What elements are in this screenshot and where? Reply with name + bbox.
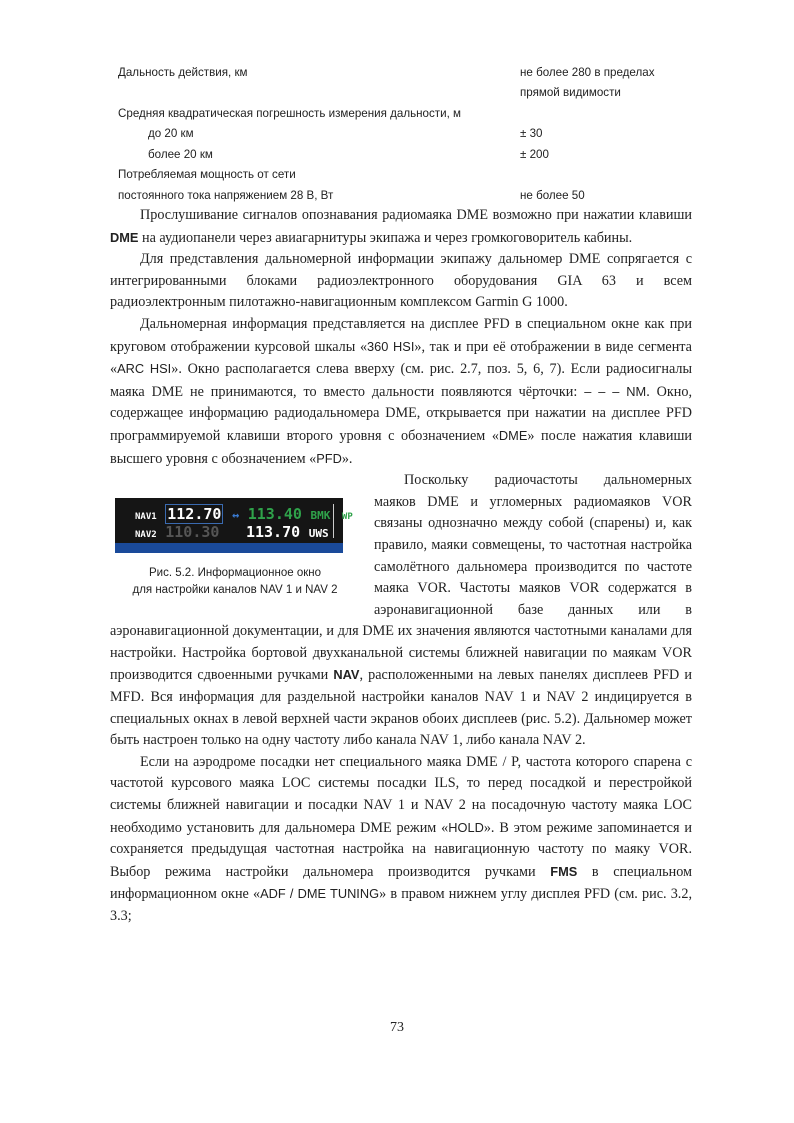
text: » в правом нижнем углу дисплея PFD (см. рис. 3.2, 3.3; (110, 886, 692, 924)
nav1-label: NAV1 (135, 512, 157, 523)
text: . Окно, содержащее информацию радиодальномера DME, открывается при нажатии на дисплее PFD программируемой клавиши второго уровня с обозначением « (110, 383, 693, 444)
caption-line: для настройки каналов NAV 1 и NAV 2 (132, 584, 338, 597)
paragraph: Для представления дальномерной информации экипажу дальномер DME сопрягается с интегрированными блоками радиоэлектронного оборудования GIA 63 и всем радиоэлектронным пилотажно-навигационным комплексом Garmin G 1000. (110, 251, 692, 311)
spec-row (118, 144, 698, 165)
nav1-id: BMK (310, 509, 331, 523)
nav1-standby-freq: 113.40 (247, 505, 302, 524)
text: ». В этом режиме запоминается и сохраняется предыдущая частотная настройка на навигационную частоту по маяку VOR. Выбор режима настройки дальномера производится ручками (110, 819, 692, 880)
caption-line: Рис. 5.2. Информационное окно (148, 567, 322, 580)
text: HOLD (448, 819, 484, 835)
nav2-id: UWS (308, 527, 329, 541)
key-label: FMS (550, 863, 578, 879)
text: Прослушивание сигналов опознавания радиомаяка DME возможно при нажатии клавиши (140, 207, 692, 223)
spec-label: Дальность действия, км (118, 65, 248, 79)
spec-label: до 20 км (148, 127, 194, 141)
spec-row (118, 124, 698, 145)
text: Дальномерная информация представляется на дисплее PFD в специальном окне как при круговом отображении курсовой шкалы « (110, 315, 692, 355)
blue-bar (115, 543, 343, 553)
key-label: DME (110, 229, 139, 245)
figure-caption (110, 565, 360, 599)
spec-value: не более 280 в пределах (520, 65, 655, 79)
spec-table (118, 62, 698, 206)
body-text (110, 205, 692, 928)
figure-5-2 (110, 498, 360, 599)
spec-label: Средняя квадратическая погрешность измерения дальности, м (118, 106, 461, 120)
text: ». (341, 450, 353, 467)
text: на аудиопанели через авиагарнитуры экипажа и через громкоговоритель кабины. (138, 229, 633, 246)
text: ». Окно располагается слева вверху (см. рис. 2.7, поз. 5, 6, 7). Если радиосигналы маяка DME не принимаются, то вместо дальности появляются чёрточки: (110, 361, 693, 400)
spec-label: Потребляемая мощность от сети (118, 168, 296, 182)
text: в специальном информационном окне « (110, 863, 692, 903)
text: », так и при её отображении в виде сегмента « (110, 338, 692, 378)
nav1-active-freq: 112.70 (167, 505, 222, 524)
nav2-active-freq: 110.30 (165, 523, 220, 542)
divider (333, 504, 334, 538)
paragraph (110, 470, 692, 752)
paragraph (110, 314, 692, 470)
text: – – – NM (584, 383, 647, 399)
spec-row (118, 103, 698, 124)
text: ARC HSI (117, 361, 172, 377)
nav-window-screenshot (115, 498, 353, 553)
key-label: NAV (333, 667, 360, 683)
spec-label: постоянного тока напряжением 28 В, Вт (118, 188, 334, 202)
spec-value: ± 200 (520, 147, 549, 161)
nav2-label: NAV2 (135, 530, 157, 541)
nav2-standby-freq: 113.70 (245, 523, 301, 542)
text: Поскольку радиочастоты дальномерных маяков DME и угломерных радиомаяков VOR связаны однозначно между собой (спарены) и, как правило, маяки совмещены, то частотная настройка самолётного дальномера производится по частоте маяка VOR. Частоты маяков VOR содержатся в аэронавигационной базе данных или в аэронавигационной документации, и для DME их значения являются частотными каналами для настройки. Настройка бортовой двухканальной системы ближней навигации по маякам VOR производится сдвоенными ручками (110, 472, 692, 684)
spec-row (118, 165, 698, 186)
spec-row (118, 185, 698, 206)
spec-row (118, 83, 698, 104)
text: Если на аэродроме посадки нет специального маяка DME / P, частота которого спарена с частотой курсового маяка LOC системы посадки ILS, то перед посадкой и перестройкой системы ближней навигации и посадки NAV 1 и NAV 2 на посадочную частоту маяка LOC необходимо установить для дальномера DME режим « (110, 753, 692, 836)
swap-arrow-icon: ↔ (231, 508, 240, 523)
spec-row (118, 62, 698, 83)
cut-label: WP (341, 512, 353, 523)
text: DME (498, 427, 528, 443)
text: PFD (316, 450, 342, 466)
page-number: 73 (390, 1020, 404, 1035)
text: , расположенными на левых панелях дисплеев PFD и MFD. Вся информация для раздельной настройки каналов NAV 1 и NAV 2 индицируется в специальных окнах в левой верхней части экранов обоих дисплеев (рис. 5.2). Дальномер может быть настроен только на одну частоту либо канала NAV 1, либо канала NAV 2. (110, 667, 692, 749)
spec-value: прямой видимости (520, 86, 621, 100)
spec-value: не более 50 (520, 188, 585, 202)
text: 360 HSI (367, 338, 415, 354)
paragraph (110, 205, 692, 249)
text: » после нажатия клавиши высшего уровня с обозначением « (110, 427, 692, 467)
text: ADF / DME TUNING (260, 886, 380, 902)
spec-value: ± 30 (520, 127, 543, 141)
paragraph (110, 752, 692, 928)
spec-label: более 20 км (148, 147, 213, 161)
